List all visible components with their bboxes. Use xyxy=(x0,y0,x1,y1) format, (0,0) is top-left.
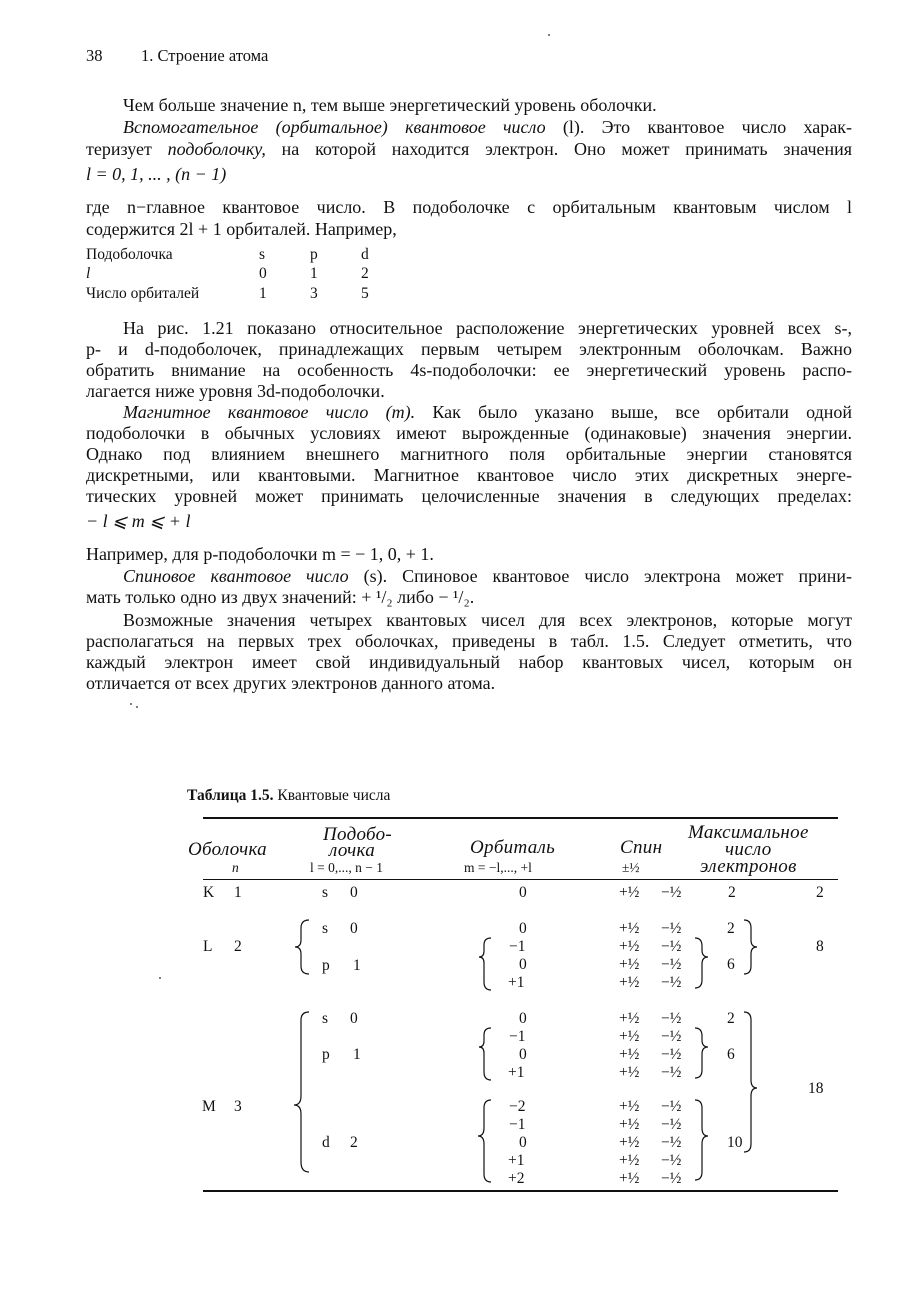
spin-minus: −½ xyxy=(661,1152,682,1169)
orbital-m: 0 xyxy=(519,1046,527,1063)
mini-cell: 5 xyxy=(361,285,369,302)
right-brace xyxy=(695,1100,708,1180)
orbital-m: 0 xyxy=(519,956,527,973)
subshell-letter: p xyxy=(322,957,330,974)
shell-letter: K xyxy=(203,884,215,901)
spin-plus: +½ xyxy=(619,956,640,973)
subshell-letter: s xyxy=(322,884,329,901)
spin-minus: −½ xyxy=(661,956,682,973)
spin-plus: +½ xyxy=(619,1134,640,1151)
left-brace xyxy=(294,1012,309,1172)
left-brace xyxy=(295,920,309,974)
orbital-m: 0 xyxy=(519,884,527,901)
spin-plus: +½ xyxy=(619,974,640,991)
shell-total: 18 xyxy=(808,1080,824,1097)
text-span: на которой находится электрон. Оно может принимать значения xyxy=(281,139,853,159)
right-brace xyxy=(695,1028,708,1078)
term-emphasis: Магнитное квантовое число (m). xyxy=(123,402,416,422)
spin-minus: −½ xyxy=(661,938,682,955)
paragraph-line: лагается ниже уровня 3d-подоболочки. xyxy=(86,381,385,401)
formula: − l ⩽ m ⩽ + l xyxy=(86,511,191,531)
spin-minus: −½ xyxy=(661,974,682,991)
shell-letter: L xyxy=(203,938,213,955)
orbital-m: −1 xyxy=(509,1116,526,1133)
orbital-m: 0 xyxy=(519,920,527,937)
col-header-max: электронов xyxy=(700,856,797,877)
paragraph-line: дискретными, или квантовыми. Магнитное квантовое число этих дискретных энерге- xyxy=(86,465,852,485)
paragraph-line: тических уровней может принимать целочисленные значения в следующих пределах: xyxy=(86,486,852,506)
paragraph-line: каждый электрон имеет свой индивидуальный набор квантовых чисел, которым он xyxy=(86,652,852,672)
subshell-l: 1 xyxy=(353,957,361,974)
mini-cell: s xyxy=(259,246,266,263)
text-span: Как было указано выше, все орбитали одной xyxy=(432,402,852,422)
text-span: (l). Это квантовое число харак- xyxy=(562,117,853,137)
spin-minus: −½ xyxy=(661,1134,682,1151)
subshell-count: 6 xyxy=(727,956,735,973)
col-header-max: число xyxy=(725,839,772,860)
spin-plus: +½ xyxy=(619,1170,640,1187)
paragraph-line: мать только одно из двух значений: + ¹/₂ либо − ¹/₂. xyxy=(86,587,475,607)
col-header-spin-sub: ±½ xyxy=(622,860,640,875)
col-header-orbital-sub: m = −l,..., +l xyxy=(464,860,532,875)
spin-minus: −½ xyxy=(661,920,682,937)
shell-total: 2 xyxy=(816,884,824,901)
left-brace xyxy=(478,1100,491,1182)
spin-minus: −½ xyxy=(661,1064,682,1081)
right-brace xyxy=(744,920,757,974)
paragraph-line: Однако под влиянием внешнего магнитного поля орбитальные энергии становятся xyxy=(86,444,852,464)
orbital-m: 0 xyxy=(519,1010,527,1027)
spin-plus: +½ xyxy=(619,1046,640,1063)
subshell-l: 0 xyxy=(350,920,358,937)
mini-cell: 0 xyxy=(259,265,267,282)
formula: l = 0, 1, ... , (n − 1) xyxy=(86,164,227,184)
spin-plus: +½ xyxy=(619,1116,640,1133)
left-brace xyxy=(479,1028,491,1080)
subshell-count: 2 xyxy=(727,920,735,937)
spin-minus: −½ xyxy=(661,1098,682,1115)
spin-plus: +½ xyxy=(619,1064,640,1081)
orbital-m: +1 xyxy=(508,1152,525,1169)
shell-n: 2 xyxy=(234,938,242,955)
orbital-m: 0 xyxy=(519,1134,527,1151)
spin-minus: −½ xyxy=(661,884,682,901)
spin-minus: −½ xyxy=(661,1010,682,1027)
subshell-count: 6 xyxy=(727,1046,735,1063)
paragraph-line: p- и d-подоболочек, принадлежащих первым четырем электронным оболочкам. Важно xyxy=(86,339,852,359)
paragraph-line: где n−главное квантовое число. В подоболочке с орбитальным квантовым числом l xyxy=(86,197,852,217)
term-emphasis: Спиновое квантовое число xyxy=(123,566,349,586)
paragraph-line: Чем больше значение n, тем выше энергетический уровень оболочки. xyxy=(123,95,657,115)
orbital-m: −2 xyxy=(509,1098,526,1115)
spin-minus: −½ xyxy=(661,1046,682,1063)
orbital-m: +1 xyxy=(508,1064,525,1081)
spin-minus: −½ xyxy=(661,1116,682,1133)
mini-cell: p xyxy=(310,246,318,263)
right-brace xyxy=(695,938,708,988)
col-header-orbital: Орбиталь xyxy=(470,837,556,858)
term-emphasis: Вспомогательное (орбитальное) квантовое число xyxy=(123,117,546,137)
orbital-m: −1 xyxy=(509,938,526,955)
col-header-shell: Оболочка xyxy=(188,839,267,860)
mini-cell: 1 xyxy=(259,285,267,302)
subshell-letter: p xyxy=(322,1046,330,1063)
col-header-subshell: лочка xyxy=(329,840,376,861)
subshell-count: 2 xyxy=(728,884,736,901)
subshell-l: 1 xyxy=(353,1046,361,1063)
subshell-count: 10 xyxy=(727,1134,743,1151)
mini-row-label: l xyxy=(86,265,91,282)
paragraph-line: обратить внимание на особенность 4s-подоболочки: ее энергетический уровень распо- xyxy=(86,360,852,380)
shell-letter: M xyxy=(202,1098,216,1115)
spin-plus: +½ xyxy=(619,1152,640,1169)
paragraph-line: отличается от всех других электронов данного атома. xyxy=(86,673,496,693)
spin-plus: +½ xyxy=(619,1098,640,1115)
orbital-m: +2 xyxy=(508,1170,525,1187)
spin-plus: +½ xyxy=(619,938,640,955)
subshell-letter: d xyxy=(322,1134,330,1151)
subshell-count: 2 xyxy=(727,1010,735,1027)
text-span: теризует xyxy=(86,139,152,159)
col-header-max: Максимальное xyxy=(688,822,809,843)
spin-plus: +½ xyxy=(619,1010,640,1027)
paragraph-line: подоболочки в обычных условиях имеют вырожденные (одинаковые) значения энергии. xyxy=(86,423,852,443)
paragraph-line: Например, для p-подоболочки m = − 1, 0, + 1. xyxy=(86,544,434,564)
spin-plus: +½ xyxy=(619,1028,640,1045)
right-brace xyxy=(744,1012,757,1152)
shell-n: 3 xyxy=(234,1098,242,1115)
paragraph-line: На рис. 1.21 показано относительное расположение энергетических уровней всех s-, xyxy=(123,318,852,338)
left-brace xyxy=(479,938,491,990)
subshell-letter: s xyxy=(322,920,329,937)
paragraph-line: располагаться на первых трех оболочках, приведены в табл. 1.5. Следует отметить, что xyxy=(86,631,852,651)
shell-total: 8 xyxy=(816,938,824,955)
shell-n: 1 xyxy=(234,884,242,901)
subshell-l: 0 xyxy=(350,1010,358,1027)
paragraph-line: содержится 2l + 1 орбиталей. Например, xyxy=(86,219,397,239)
paragraph-line: Возможные значения четырех квантовых чисел для всех электронов, которые могут xyxy=(123,610,852,630)
subshell-letter: s xyxy=(322,1010,329,1027)
table-caption-text: Квантовые числа xyxy=(277,787,391,804)
spin-minus: −½ xyxy=(661,1170,682,1187)
spin-plus: +½ xyxy=(619,884,640,901)
running-header: 1. Строение атома xyxy=(141,46,269,65)
spin-plus: +½ xyxy=(619,920,640,937)
col-header-subshell-sub: l = 0,..., n − 1 xyxy=(310,860,383,875)
col-header-spin: Спин xyxy=(620,837,663,858)
term-emphasis: подоболочку, xyxy=(167,139,266,159)
text-span: (s). Спиновое квантовое число электрона может прини- xyxy=(363,566,853,586)
page-number: 38 xyxy=(86,46,103,65)
table-caption-label: Таблица 1.5. xyxy=(187,787,274,804)
table-bottom-rule xyxy=(203,1190,838,1192)
subshell-l: 2 xyxy=(350,1134,358,1151)
orbital-m: +1 xyxy=(508,974,525,991)
col-header-shell-sub: n xyxy=(232,860,239,875)
mini-cell: d xyxy=(361,246,369,263)
subshell-l: 0 xyxy=(350,884,358,901)
mini-cell: 3 xyxy=(310,285,318,302)
col-header-subshell: Подобо- xyxy=(323,824,393,845)
spin-minus: −½ xyxy=(661,1028,682,1045)
mini-row-label: Число орбиталей xyxy=(86,285,200,302)
mini-cell: 1 xyxy=(310,265,318,282)
orbital-m: −1 xyxy=(509,1028,526,1045)
mini-cell: 2 xyxy=(361,265,369,282)
mini-row-label: Подоболочка xyxy=(86,246,173,263)
